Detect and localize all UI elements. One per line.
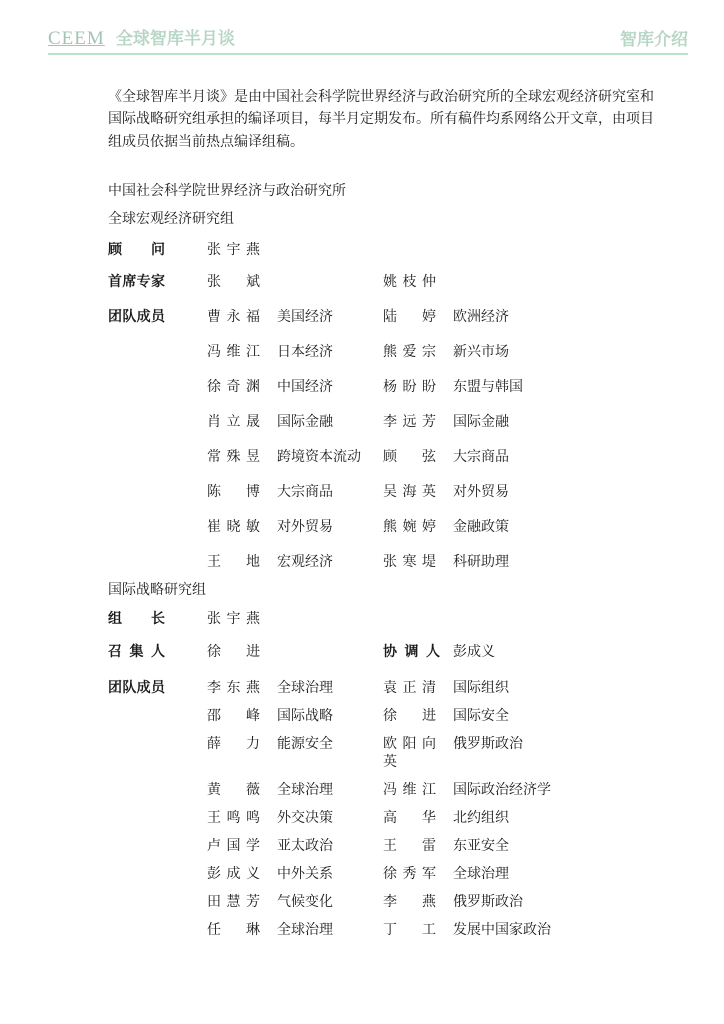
person-name: 杨盼盼	[383, 379, 436, 396]
team-label: 团队成员	[108, 309, 165, 326]
document-content	[108, 86, 654, 939]
person-field: 国际安全	[453, 708, 509, 725]
person-name: 徐秀军	[383, 866, 436, 883]
role-label: 首席专家	[108, 274, 165, 291]
person-name: 高华	[383, 810, 436, 827]
person-name: 曹永福	[207, 309, 260, 326]
person-field: 日本经济	[277, 344, 333, 361]
person-field: 俄罗斯政治	[453, 736, 523, 753]
person-field: 金融政策	[453, 519, 509, 536]
member-row	[108, 679, 654, 697]
person-field: 东盟与韩国	[453, 379, 523, 396]
person-name: 欧阳向英	[383, 736, 436, 771]
person-field: 对外贸易	[277, 519, 333, 536]
member-row	[108, 707, 654, 725]
person-name: 熊爱宗	[383, 344, 436, 361]
role-label: 召集人	[108, 644, 165, 661]
group-name-strategy: 国际战略研究组	[108, 582, 206, 599]
person-name: 王地	[207, 554, 260, 571]
person-name: 张宇燕	[207, 242, 260, 259]
person-field: 中国经济	[277, 379, 333, 396]
member-row	[108, 343, 654, 361]
team-label: 团队成员	[108, 680, 165, 697]
member-row	[108, 893, 654, 911]
person-field: 全球治理	[277, 680, 333, 697]
person-name: 王鸣鸣	[207, 810, 260, 827]
person-field: 中外关系	[277, 866, 333, 883]
person-field: 全球治理	[277, 922, 333, 939]
group-name-macro: 全球宏观经济研究组	[108, 211, 234, 228]
role-row-group-leader	[108, 610, 654, 628]
role-label: 顾问	[108, 242, 165, 259]
person-field: 国际政治经济学	[453, 782, 551, 799]
member-row	[108, 518, 654, 536]
person-field: 发展中国家政治	[453, 922, 551, 939]
person-field: 东亚安全	[453, 838, 509, 855]
person-name: 田慧芳	[207, 894, 260, 911]
person-field: 俄罗斯政治	[453, 894, 523, 911]
header-left	[48, 24, 235, 50]
person-name: 陆婷	[383, 309, 436, 326]
person-name: 王雷	[383, 838, 436, 855]
member-row	[108, 837, 654, 855]
person-field: 国际战略	[277, 708, 333, 725]
member-row	[108, 413, 654, 431]
person-name: 李东燕	[207, 680, 260, 697]
person-field: 亚太政治	[277, 838, 333, 855]
person-field: 国际组织	[453, 680, 509, 697]
member-row	[108, 448, 654, 466]
person-name: 姚枝仲	[383, 274, 436, 291]
person-name: 冯维江	[207, 344, 260, 361]
member-row	[108, 553, 654, 571]
person-field: 外交决策	[277, 810, 333, 827]
person-name: 袁正清	[383, 680, 436, 697]
member-row	[108, 809, 654, 827]
person-field: 新兴市场	[453, 344, 509, 361]
institute-name: 中国社会科学院世界经济与政治研究所	[108, 183, 346, 200]
person-name: 徐进	[207, 644, 260, 661]
person-field: 跨境资本流动	[277, 449, 361, 466]
person-name: 陈博	[207, 484, 260, 501]
person-name: 李燕	[383, 894, 436, 911]
member-row	[108, 483, 654, 501]
person-name: 常殊昱	[207, 449, 260, 466]
ceem-logo: CEEM	[48, 28, 105, 49]
member-row	[108, 735, 654, 771]
person-field: 对外贸易	[453, 484, 509, 501]
person-field: 北约组织	[453, 810, 509, 827]
person-name: 冯维江	[383, 782, 436, 799]
person-name: 崔晓敏	[207, 519, 260, 536]
person-name: 徐奇渊	[207, 379, 260, 396]
person-field: 国际金融	[277, 414, 333, 431]
member-row	[108, 921, 654, 939]
person-field: 气候变化	[277, 894, 333, 911]
role-row-convener	[108, 643, 654, 661]
role-label: 组长	[108, 611, 165, 628]
person-field: 大宗商品	[453, 449, 509, 466]
member-row	[108, 865, 654, 883]
person-name: 丁工	[383, 922, 436, 939]
person-name: 熊婉婷	[383, 519, 436, 536]
header-right-title: 智库介绍	[620, 30, 688, 50]
person-name: 吴海英	[383, 484, 436, 501]
person-field: 全球治理	[277, 782, 333, 799]
header-left-title: 全球智库半月谈	[115, 29, 235, 49]
intro-paragraph: 《全球智库半月谈》是由中国社会科学院世界经济与政治研究所的全球宏观经济研究室和国际战略研究组承担的编译项目，每半月定期发布。所有稿件均系网络公开文章，由项目组成员依据当前热点编译组稿。	[108, 89, 654, 150]
person-name: 顾弦	[383, 449, 436, 466]
person-name: 邵峰	[207, 708, 260, 725]
person-field: 科研助理	[453, 554, 509, 571]
role-label: 协调人	[383, 644, 440, 661]
member-row	[108, 378, 654, 396]
person-name: 卢国学	[207, 838, 260, 855]
person-field: 国际金融	[453, 414, 509, 431]
person-field: 能源安全	[277, 736, 333, 753]
person-field: 欧洲经济	[453, 309, 509, 326]
person-name: 薛力	[207, 736, 260, 753]
person-field: 美国经济	[277, 309, 333, 326]
person-name: 张寒堤	[383, 554, 436, 571]
role-row-advisor	[108, 241, 654, 259]
person-name: 张斌	[207, 274, 260, 291]
member-row	[108, 781, 654, 799]
person-name: 肖立晟	[207, 414, 260, 431]
person-field: 宏观经济	[277, 554, 333, 571]
person-name: 李远芳	[383, 414, 436, 431]
person-name: 徐进	[383, 708, 436, 725]
person-name: 张宇燕	[207, 611, 260, 628]
page-header	[48, 24, 688, 55]
person-name: 黄薇	[207, 782, 260, 799]
person-field: 全球治理	[453, 866, 509, 883]
role-row-chief-expert	[108, 273, 654, 291]
member-row	[108, 308, 654, 326]
person-name: 彭成义	[207, 866, 260, 883]
person-name: 彭成义	[453, 644, 495, 661]
person-name: 任琳	[207, 922, 260, 939]
person-field: 大宗商品	[277, 484, 333, 501]
